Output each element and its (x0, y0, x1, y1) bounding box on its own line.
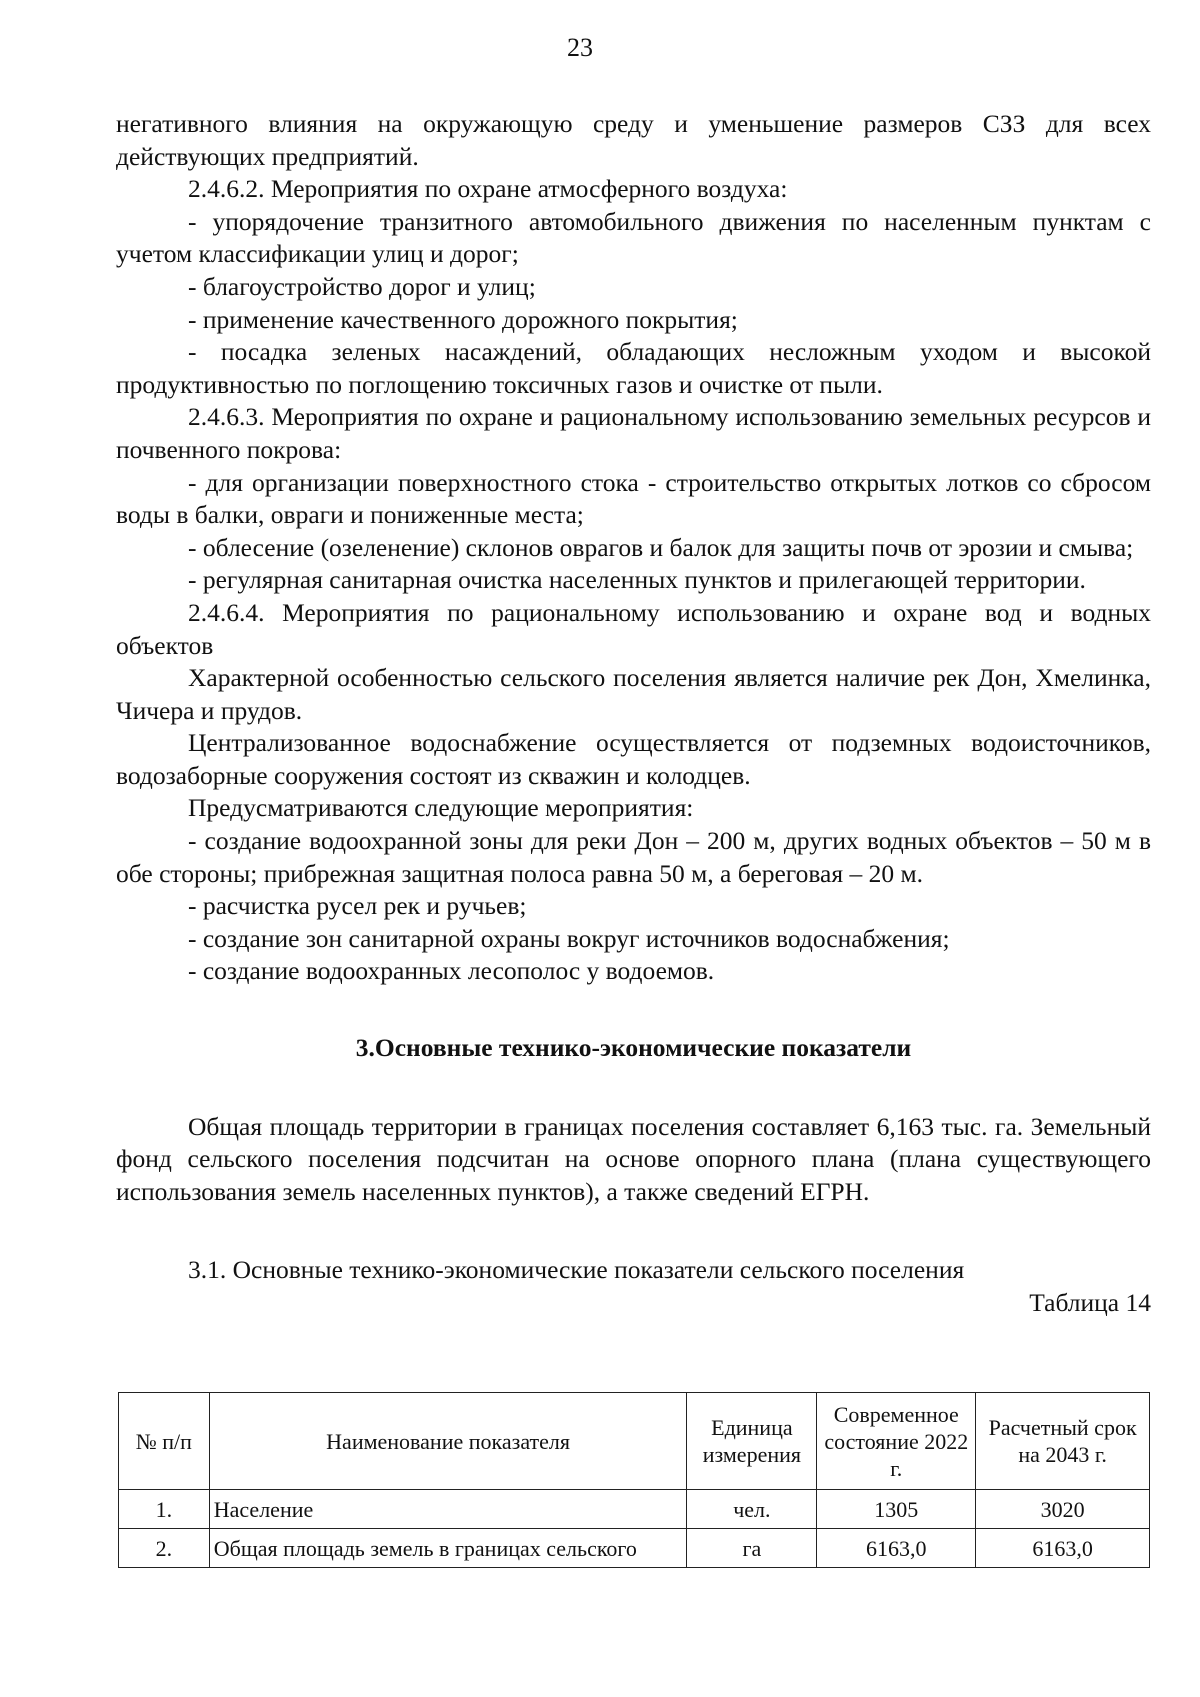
cell-num: 1. (119, 1490, 210, 1529)
paragraph: Централизованное водоснабжение осуществляется от подземных водоисточников, водозаборные сооружения состоят из скважин и колодцев. (116, 728, 1151, 790)
paragraph: 2.4.6.2. Мероприятия по охране атмосферного воздуха: (188, 174, 788, 204)
header-unit: Единица измерения (687, 1393, 817, 1490)
cell-name: Общая площадь земель в границах сельского (209, 1529, 687, 1568)
list-item: - облесение (озеленение) склонов оврагов и балок для защиты почв от эрозии и смыва; (188, 532, 1134, 562)
section-heading: 3.Основные технико-экономические показатели (355, 1033, 912, 1063)
cell-calc: 3020 (976, 1490, 1150, 1529)
cell-name: Население (209, 1490, 687, 1529)
document-body (116, 108, 1151, 1320)
cell-calc: 6163,0 (976, 1529, 1150, 1568)
list-item: - расчистка русел рек и ручьев; (188, 891, 527, 921)
cell-current: 6163,0 (817, 1529, 976, 1568)
list-item: - создание водоохранной зоны для реки Дон – 200 м, других водных объектов – 50 м в обе стороны; прибрежная защитная полоса равна 50 м, а береговая – 20 м. (116, 826, 1151, 888)
table-header-row (119, 1393, 1150, 1490)
summary-paragraph: Общая площадь территории в границах поселения составляет 6,163 тыс. га. Земельный фонд сельского поселения подсчитан на основе опорного плана (плана существующего использования земель населенных пунктов), а также сведений ЕГРН. (116, 1111, 1151, 1206)
indicators-table (118, 1392, 1150, 1568)
list-item: - упорядочение транзитного автомобильного движения по населенным пунктам с учетом классификации улиц и дорог; (116, 206, 1151, 269)
list-item: - применение качественного дорожного покрытия; (188, 304, 738, 334)
header-num: № п/п (119, 1393, 210, 1490)
list-item: - создание водоохранных лесополос у водоемов. (188, 956, 715, 986)
cell-unit: га (687, 1529, 817, 1568)
subsection-title: 3.1. Основные технико-экономические показатели сельского поселения (188, 1255, 965, 1285)
list-item: - для организации поверхностного стока - строительство открытых лотков со сбросом воды в балки, овраги и пониженные места; (116, 467, 1151, 530)
table-row (119, 1529, 1150, 1568)
header-current: Современное состояние 2022 г. (817, 1393, 976, 1490)
paragraph: негативного влияния на окружающую среду и уменьшение размеров СЗЗ для всех действующих предприятий. (116, 109, 1151, 171)
list-item: - создание зон санитарной охраны вокруг источников водоснабжения; (188, 923, 950, 953)
table-row (119, 1490, 1150, 1529)
cell-num: 2. (119, 1529, 210, 1568)
page-number: 23 (567, 33, 593, 62)
paragraph: 2.4.6.3. Мероприятия по охране и рациональному использованию земельных ресурсов и почвенного покрова: (116, 402, 1151, 464)
table-caption: Таблица 14 (1029, 1288, 1151, 1317)
list-item: - благоустройство дорог и улиц; (188, 271, 536, 301)
list-item: - регулярная санитарная очистка населенных пунктов и прилегающей территории. (188, 565, 1086, 595)
list-item: - посадка зеленых насаждений, обладающих несложным уходом и высокой продуктивностью по поглощению токсичных газов и очистке от пыли. (116, 337, 1151, 399)
paragraph: 2.4.6.4. Мероприятия по рациональному использованию и охране вод и водных объектов (116, 597, 1151, 660)
cell-current: 1305 (817, 1490, 976, 1529)
paragraph: Характерной особенностью сельского поселения является наличие рек Дон, Хмелинка, Чичера и прудов. (116, 663, 1151, 725)
paragraph: Предусматриваются следующие мероприятия: (188, 793, 694, 823)
cell-unit: чел. (687, 1490, 817, 1529)
header-calc: Расчетный срок на 2043 г. (976, 1393, 1150, 1490)
header-name: Наименование показателя (209, 1393, 687, 1490)
